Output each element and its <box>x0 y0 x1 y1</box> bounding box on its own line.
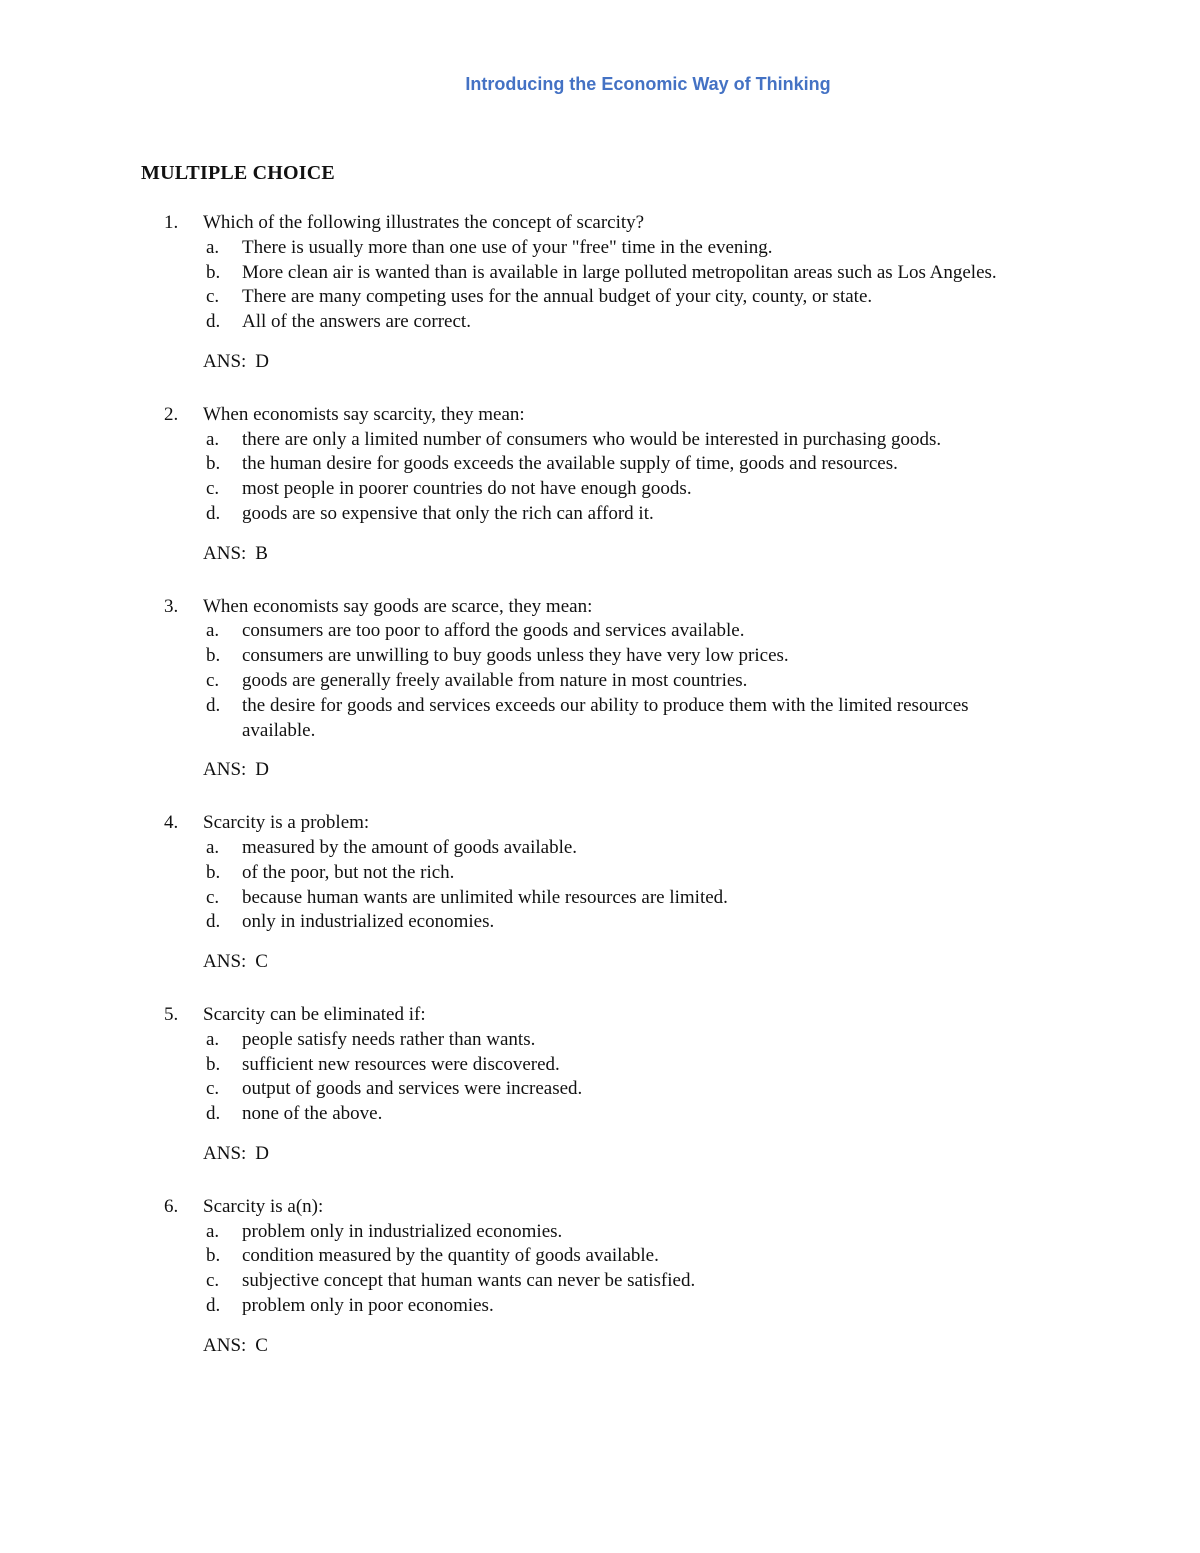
answer-option <box>0 261 1200 286</box>
question-text: Which of the following illustrates the concept of scarcity? <box>203 212 645 233</box>
question-stem <box>0 1195 1200 1220</box>
answer-value: B <box>255 542 268 564</box>
answer-key <box>203 542 1200 567</box>
option-text: most people in poorer countries do not have enough goods. <box>242 478 692 500</box>
option-text: There are many competing uses for the annual budget of your city, county, or state. <box>242 286 873 308</box>
option-letter: a. <box>206 1028 220 1050</box>
option-text: subjective concept that human wants can never be satisfied. <box>242 1270 696 1292</box>
answer-value: D <box>255 350 270 372</box>
answer-label: ANS: <box>203 350 247 372</box>
option-letter: d. <box>206 311 221 333</box>
question-item <box>0 403 1200 595</box>
option-text: consumers are unwilling to buy goods unless they have very low prices. <box>242 645 789 667</box>
option-text: measured by the amount of goods available. <box>242 836 578 858</box>
answer-option <box>0 669 1200 694</box>
question-item <box>0 811 1200 1003</box>
question-item <box>0 1195 1200 1387</box>
answer-option <box>0 886 1200 911</box>
answer-option <box>0 1269 1200 1294</box>
answer-option <box>0 1028 1200 1053</box>
option-letter: b. <box>206 261 221 283</box>
option-letter: d. <box>206 911 221 933</box>
option-text: There is usually more than one use of your "free" time in the evening. <box>242 236 773 258</box>
answer-label: ANS: <box>203 1142 247 1164</box>
answer-value: D <box>255 759 270 781</box>
option-text: goods are so expensive that only the rich can afford it. <box>242 502 654 524</box>
question-number: 4. <box>164 812 179 834</box>
option-text: problem only in poor economies. <box>242 1294 494 1316</box>
answer-option <box>0 644 1200 669</box>
option-text: there are only a limited number of consumers who would be interested in purchasing goods. <box>242 428 942 450</box>
option-text: sufficient new resources were discovered. <box>242 1053 560 1075</box>
option-letter: d. <box>206 694 221 716</box>
option-letter: a. <box>206 620 220 642</box>
answer-option <box>0 619 1200 644</box>
answer-option <box>0 1294 1200 1319</box>
question-number: 2. <box>164 403 179 425</box>
answer-option <box>0 502 1200 527</box>
question-stem <box>0 1003 1200 1028</box>
option-letter: c. <box>206 669 220 691</box>
question-text: When economists say goods are scarce, they mean: <box>203 595 593 617</box>
answer-value: D <box>255 1142 270 1164</box>
answer-key <box>203 758 1200 783</box>
option-letter: d. <box>206 1103 221 1125</box>
answer-option <box>0 428 1200 453</box>
answer-option <box>0 452 1200 477</box>
answer-option <box>0 1220 1200 1245</box>
answer-label: ANS: <box>203 1334 247 1356</box>
answer-option <box>0 910 1200 935</box>
question-stem <box>0 403 1200 428</box>
answer-key <box>203 950 1200 975</box>
option-text: All of the answers are correct. <box>242 311 471 333</box>
option-letter: d. <box>206 502 221 524</box>
answer-option <box>0 477 1200 502</box>
option-text: the human desire for goods exceeds the available supply of time, goods and resources. <box>242 453 898 475</box>
option-letter: b. <box>206 645 221 667</box>
question-number: 3. <box>164 595 179 617</box>
answer-key <box>203 350 1200 375</box>
answer-option <box>0 310 1200 335</box>
question-text: Scarcity is a(n): <box>203 1195 324 1217</box>
question-text: Scarcity can be eliminated if: <box>203 1003 426 1025</box>
question-number: 6. <box>164 1195 179 1217</box>
option-letter: c. <box>206 286 220 308</box>
option-text: problem only in industrialized economies. <box>242 1220 563 1242</box>
option-text: condition measured by the quantity of goods available. <box>242 1245 659 1267</box>
page-header-title: Introducing the Economic Way of Thinking <box>465 74 831 94</box>
option-letter: b. <box>206 1245 221 1267</box>
question-number: 5. <box>164 1003 179 1025</box>
option-letter: b. <box>206 453 221 475</box>
option-text: only in industrialized economies. <box>242 911 495 933</box>
option-text: More clean air is wanted than is available in large polluted metropolitan areas such as Los Angeles. <box>242 261 997 283</box>
option-text: output of goods and services were increased. <box>242 1078 583 1100</box>
answer-label: ANS: <box>203 951 247 973</box>
answer-option <box>0 836 1200 861</box>
option-letter: c. <box>206 1270 220 1292</box>
option-text: of the poor, but not the rich. <box>242 861 455 883</box>
answer-option <box>0 1077 1200 1102</box>
answer-option <box>0 236 1200 261</box>
section-heading: MULTIPLE CHOICE <box>141 162 335 184</box>
answer-value: C <box>255 951 268 973</box>
question-item <box>0 211 1200 403</box>
option-text: consumers are too poor to afford the goods and services available. <box>242 620 745 642</box>
answer-key <box>203 1142 1200 1167</box>
option-text: none of the above. <box>242 1103 383 1125</box>
question-stem <box>0 211 1200 236</box>
option-letter: a. <box>206 836 220 858</box>
answer-option <box>0 1053 1200 1078</box>
option-letter: c. <box>206 478 220 500</box>
option-letter: b. <box>206 861 221 883</box>
answer-option <box>0 1244 1200 1269</box>
option-letter: b. <box>206 1053 221 1075</box>
answer-label: ANS: <box>203 759 247 781</box>
answer-value: C <box>255 1334 268 1356</box>
option-text: people satisfy needs rather than wants. <box>242 1028 536 1050</box>
option-letter: a. <box>206 1220 220 1242</box>
question-list <box>0 211 1200 1386</box>
option-letter: a. <box>206 428 220 450</box>
answer-key <box>203 1334 1200 1359</box>
question-text: Scarcity is a problem: <box>203 812 370 834</box>
question-item <box>0 1003 1200 1195</box>
answer-option <box>0 1102 1200 1127</box>
option-letter: a. <box>206 236 220 258</box>
question-stem <box>0 595 1200 620</box>
option-text: goods are generally freely available from nature in most countries. <box>242 669 748 691</box>
option-letter: c. <box>206 886 220 908</box>
question-text: When economists say scarcity, they mean: <box>203 403 525 425</box>
option-letter: d. <box>206 1294 221 1316</box>
option-letter: c. <box>206 1078 220 1100</box>
option-text: because human wants are unlimited while resources are limited. <box>242 886 728 908</box>
answer-label: ANS: <box>203 542 247 564</box>
question-number: 1. <box>164 212 179 233</box>
answer-option <box>0 861 1200 886</box>
question-item <box>0 595 1200 812</box>
option-text: the desire for goods and services exceeds our ability to produce them with the limited resources available. <box>242 694 969 741</box>
answer-option <box>0 694 1200 744</box>
question-stem <box>0 811 1200 836</box>
answer-option <box>0 285 1200 310</box>
